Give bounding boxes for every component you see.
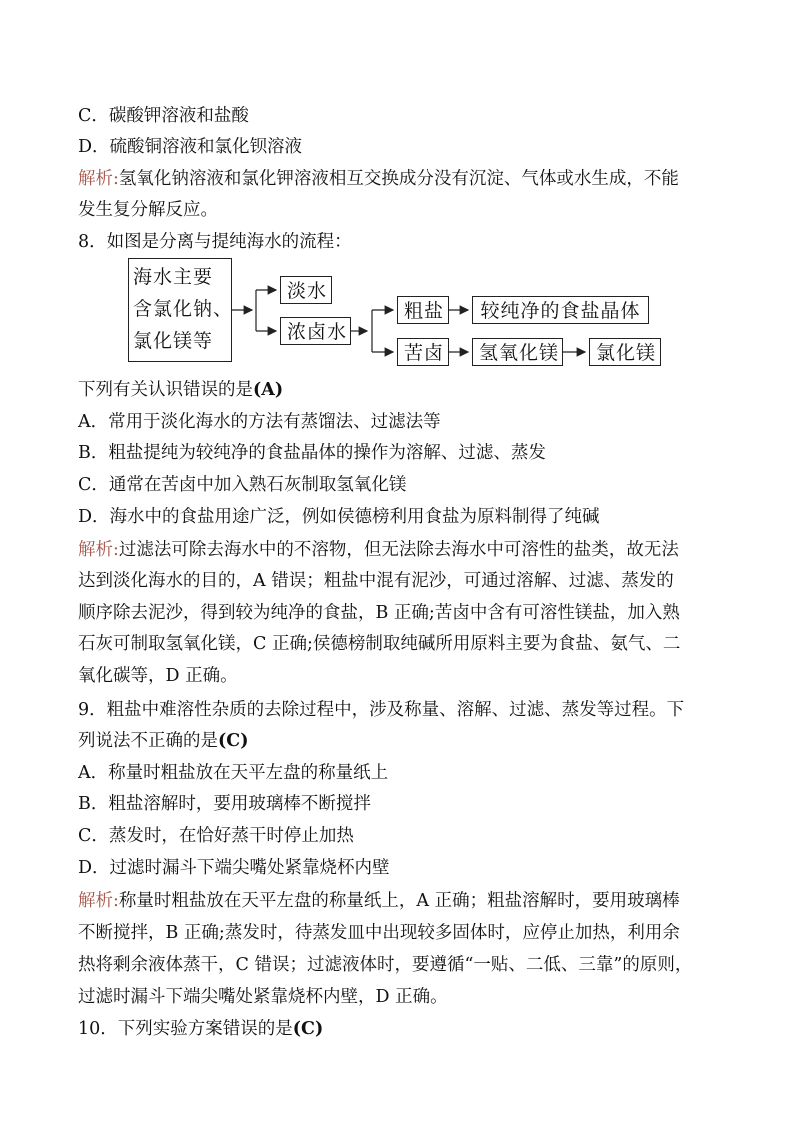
q7-analysis-line-2: 发生复分解反应。 [78, 200, 218, 220]
q8-answer: (A) [253, 380, 284, 400]
flow-box-fresh-water: 淡水 [280, 276, 332, 304]
q10-stem: 10．下列实验方案错误的是(C) [78, 1019, 324, 1039]
q7-analysis-line-1: 解析:氢氧化钠溶液和氯化钾溶液相互交换成分没有沉淀、气体或水生成，不能 [78, 169, 679, 189]
flow-box-mg-chloride: 氯化镁 [589, 338, 661, 366]
q8-option-c: C．通常在苦卤中加入熟石灰制取氢氧化镁 [78, 475, 407, 495]
q7-option-c: C．碳酸钾溶液和盐酸 [78, 106, 249, 126]
q8-stem: 8．如图是分离与提纯海水的流程： [78, 232, 352, 252]
q8-analysis-line-4: 石灰可制取氢氧化镁，C 正确;侯德榜制取纯碱所用原料主要为食盐、氨气、二 [78, 634, 681, 654]
q9-answer: (C) [218, 731, 249, 751]
analysis-label: 解析: [78, 891, 119, 911]
q8-analysis-line-1: 解析:过滤法可除去海水中的不溶物，但无法除去海水中可溶性的盐类，故无法 [78, 540, 679, 560]
q8-analysis-line-5: 氧化碳等，D 正确。 [78, 666, 238, 686]
analysis-label: 解析: [78, 169, 119, 189]
q9-option-d: D．过滤时漏斗下端尖嘴处紧靠烧杯内壁 [78, 858, 390, 878]
q8-option-b: B．粗盐提纯为较纯净的食盐晶体的操作为溶解、过滤、蒸发 [78, 443, 546, 463]
q8-option-d: D．海水中的食盐用途广泛，例如侯德榜利用食盐为原料制得了纯碱 [78, 507, 600, 527]
q9-analysis-line-1: 解析:称量时粗盐放在天平左盘的称量纸上，A 正确；粗盐溶解时，要用玻璃棒 [78, 891, 680, 911]
flow-box-brine: 浓卤水 [280, 317, 351, 345]
analysis-label: 解析: [78, 540, 119, 560]
q7-option-d: D．硫酸铜溶液和氯化钡溶液 [78, 137, 303, 157]
q9-option-a: A．称量时粗盐放在天平左盘的称量纸上 [78, 763, 389, 783]
q8-analysis-line-3: 顺序除去泥沙，得到较为纯净的食盐，B 正确;苦卤中含有可溶性镁盐，加入熟 [78, 603, 680, 623]
flow-box-mg-hydroxide: 氢氧化镁 [472, 338, 563, 366]
flow-box-bittern: 苦卤 [397, 338, 449, 366]
q9-option-b: B．粗盐溶解时，要用玻璃棒不断搅拌 [78, 794, 371, 814]
q9-option-c: C．蒸发时，在恰好蒸干时停止加热 [78, 826, 354, 846]
q8-analysis-line-2: 达到淡化海水的目的，A 错误；粗盐中混有泥沙，可通过溶解、过滤、蒸发的 [78, 571, 674, 591]
flow-box-crude-salt: 粗盐 [397, 296, 449, 324]
q9-stem-line-1: 9．粗盐中难溶性杂质的去除过程中，涉及称量、溶解、过滤、蒸发等过程。下 [78, 700, 685, 720]
q9-stem-line-2: 列说法不正确的是(C) [78, 731, 249, 751]
q9-analysis-line-3: 热将剩余液体蒸干，C 错误；过滤液体时，要遵循“一贴、二低、三靠”的原则， [78, 955, 693, 975]
flow-box-pure-salt: 较纯净的食盐晶体 [472, 296, 649, 324]
q9-analysis-line-4: 过滤时漏斗下端尖嘴处紧靠烧杯内壁，D 正确。 [78, 987, 448, 1007]
q8-option-a: A．常用于淡化海水的方法有蒸馏法、过滤法等 [78, 412, 441, 432]
q8-question: 下列有关认识错误的是(A) [78, 380, 284, 400]
q10-answer: (C) [292, 1019, 324, 1039]
q9-analysis-line-2: 不断搅拌，B 正确;蒸发时，待蒸发皿中出现较多固体时，应停止加热，利用余 [78, 923, 680, 943]
flow-box-seawater: 海水主要 含氯化钠、 氯化镁等 [128, 258, 232, 362]
